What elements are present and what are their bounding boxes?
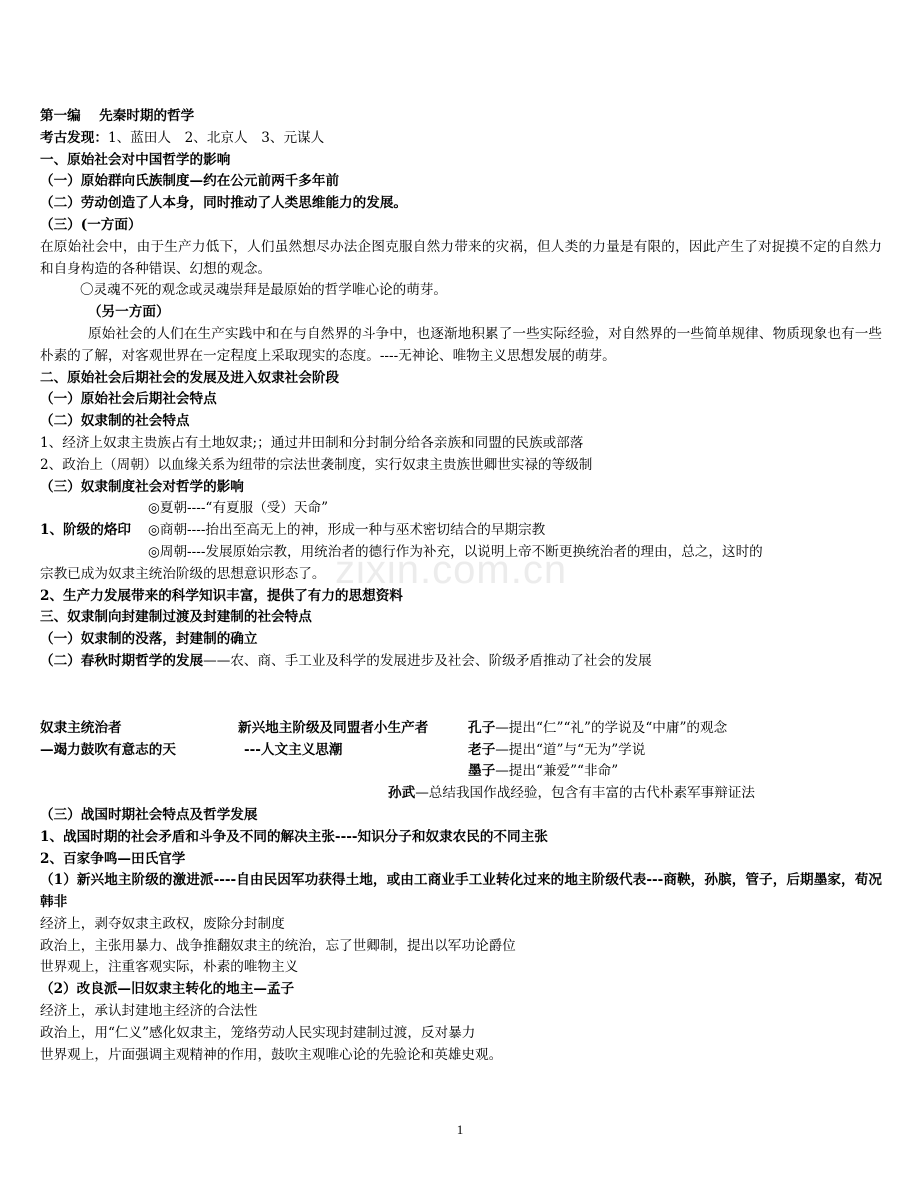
reformist-faction: （2）改良派—旧奴隶主转化的地主—孟子 xyxy=(40,981,295,998)
schools-row-2 xyxy=(40,740,882,762)
section-1-paragraph-1: 在原始社会中，由于生产力低下，人们虽然想尽办法企图克服自然力带来的灾祸，但人类的力量是有限的，因此产生了对捉摸不定的自然力和自身构造的各种错误、幻想的观念。 xyxy=(40,238,882,277)
class-brand-label: 1、阶级的烙印 xyxy=(40,522,132,539)
radical-economy: 经济上，剥夺奴隶主政权，废除分封制度 xyxy=(40,915,285,932)
humanism-trend: ---人文主义思潮 xyxy=(244,741,343,758)
section-3-item-a: （一）奴隶制的没落，封建制的确立 xyxy=(40,631,258,648)
sunwu-name: 孙武 xyxy=(388,785,416,802)
schools-row-1 xyxy=(40,718,882,740)
shang-dynasty-line xyxy=(40,520,882,542)
sunwu-text: —总结我国作战经验，包含有丰富的古代朴素军事辩证法 xyxy=(415,785,756,802)
reformist-economy: 经济上，承认封建地主经济的合法性 xyxy=(40,1003,258,1020)
spring-autumn-label: （二）春秋时期哲学的发展 xyxy=(40,652,204,669)
archaeology-label: 考古发现： xyxy=(40,129,108,146)
radical-faction: （1）新兴地主阶级的激进派----自由民因军功获得土地，或由工商业手工业转化过来的地主阶级代表---商鞅，孙膑，管子，后期墨家，荀况韩非 xyxy=(40,872,882,911)
will-of-heaven: —竭力鼓吹有意志的天 xyxy=(40,741,176,758)
section-2-title: 二、原始社会后期社会的发展及进入奴隶社会阶段 xyxy=(40,369,340,386)
confucius-name: 孔子 xyxy=(468,719,496,736)
watermark: zixin.com.cn xyxy=(335,548,568,592)
chapter-heading: 第一编 先秦时期的哲学 xyxy=(40,108,195,124)
section-3-item-b xyxy=(40,651,882,673)
slave-owner-rulers: 奴隶主统治者 xyxy=(40,719,122,736)
spacer xyxy=(40,673,882,718)
section-2-point-1: 1、经济上奴隶主贵族占有土地奴隶;；通过井田制和分封制分给各亲族和同盟的民族或部落 xyxy=(40,434,584,451)
section-2-item-a: （一）原始社会后期社会特点 xyxy=(40,391,217,408)
section-2-point-2: 2、政治上（周朝）以血缘关系为纽带的宗法世袭制度，实行奴隶主贵族世卿世实禄的等级制 xyxy=(40,456,593,473)
archaeology-line xyxy=(40,128,882,150)
mozi-name: 墨子 xyxy=(468,763,496,780)
section-2-point-productivity: 2、生产力发展带来的科学知识丰富，提供了有力的思想资料 xyxy=(40,587,403,604)
section-1-item-c: （三）(一方面） xyxy=(40,216,142,233)
laozi-text: —提出“道”与“无为”学说 xyxy=(495,741,646,758)
sunwu-line xyxy=(388,783,755,805)
new-landlord-class: 新兴地主阶级及同盟者小生产者 xyxy=(238,719,429,736)
confucius-text: —提出“仁”“礼”的学说及“中庸”的观念 xyxy=(495,719,728,736)
reformist-politics: 政治上，用“仁义”感化奴隶主，笼络劳动人民实现封建制过渡，反对暴力 xyxy=(40,1024,476,1041)
section-1-other-side: （另一方面） xyxy=(88,304,170,321)
xia-dynasty: ◎夏朝----“有夏服（受）天命” xyxy=(148,500,329,517)
schools-row-3 xyxy=(40,761,882,783)
zhou-dynasty: ◎周朝----发展原始宗教，用统治者的德行作为补充，以说明上帝不断更换统治者的理由，总之，这时的 xyxy=(148,543,763,560)
confucius-line xyxy=(468,718,727,740)
section-1-paragraph-2: 〇灵魂不死的观念或灵魂崇拜是最原始的哲学唯心论的萌芽。 xyxy=(80,282,448,299)
section-1-paragraph-3: 原始社会的人们在生产实践中和在与自然界的斗争中，也逐渐地积累了一些实际经验，对自然界的一些简单规律、物质现象也有一些朴素的了解，对客观世界在一定程度上采取现实的态度。----无神论、唯物主义思想发展的萌芽。 xyxy=(40,325,882,364)
section-1-item-b: （二）劳动创造了人本身，同时推动了人类思维能力的发展。 xyxy=(40,195,408,212)
mozi-text: —提出“兼爱”“非命” xyxy=(495,763,619,780)
document-body xyxy=(40,106,882,1066)
section-4-item-2: 2、百家争鸣—田氏官学 xyxy=(40,850,186,867)
section-4-item-1: 1、战国时期的社会矛盾和斗争及不同的解决主张----知识分子和奴隶农民的不同主张 xyxy=(40,828,548,845)
section-4-title: （三）战国时期社会特点及哲学发展 xyxy=(40,806,258,823)
section-2-item-b: （二）奴隶制的社会特点 xyxy=(40,413,190,430)
archaeology-text: 1、蓝田人 2、北京人 3、元谋人 xyxy=(107,129,325,146)
mozi-line xyxy=(468,761,618,783)
zhou-dynasty-cont: 宗教已成为奴隶主统治阶级的思想意识形态了。 xyxy=(40,565,326,582)
page-number: 1 xyxy=(456,1122,464,1137)
laozi-line xyxy=(468,740,645,762)
spring-autumn-text: ——农、商、手工业及科学的发展进步及社会、阶级矛盾推动了社会的发展 xyxy=(203,652,652,669)
section-2-item-c: （三）奴隶制度社会对哲学的影响 xyxy=(40,478,244,495)
radical-politics: 政治上，主张用暴力、战争推翻奴隶主的统治，忘了世卿制，提出以军功论爵位 xyxy=(40,937,516,954)
section-1-title: 一、原始社会对中国哲学的影响 xyxy=(40,151,231,168)
section-3-title: 三、奴隶制向封建制过渡及封建制的社会特点 xyxy=(40,609,312,626)
reformist-worldview: 世界观上，片面强调主观精神的作用，鼓吹主观唯心论的先验论和英雄史观。 xyxy=(40,1046,503,1063)
schools-row-4 xyxy=(40,783,882,805)
section-1-item-a: （一）原始群向氏族制度—约在公元前两千多年前 xyxy=(40,173,340,190)
shang-dynasty: ◎商朝----抬出至高无上的神，形成一种与巫术密切结合的早期宗教 xyxy=(148,522,546,539)
laozi-name: 老子 xyxy=(468,741,496,758)
radical-worldview: 世界观上，注重客观实际，朴素的唯物主义 xyxy=(40,959,299,976)
